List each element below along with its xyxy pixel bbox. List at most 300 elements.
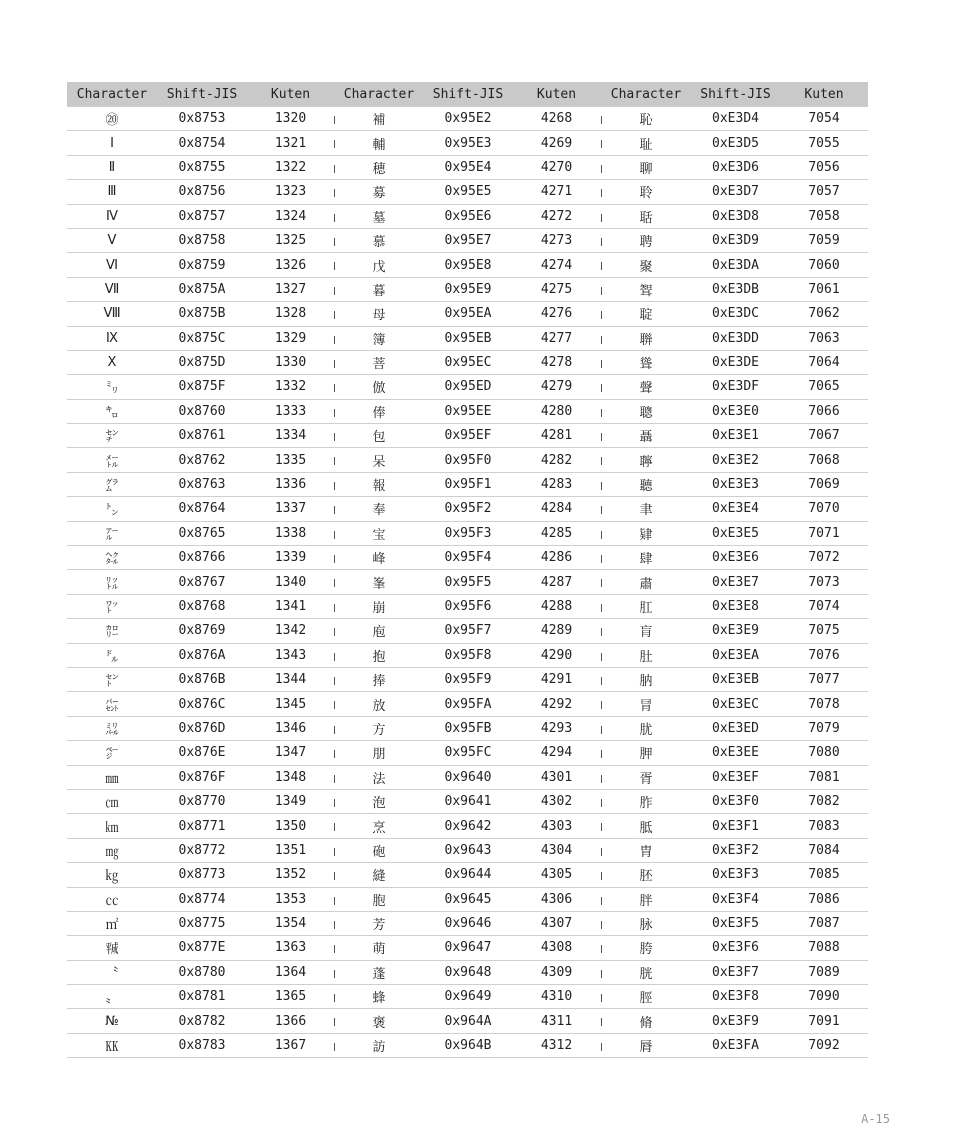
cell-shift-jis: 0xE3D8 [691,204,780,228]
cell-shift-jis: 0xE3E1 [691,424,780,448]
cell-character: Ⅱ [67,155,157,179]
cell-character: ㌻ [67,741,157,765]
cell-character: 聶 [601,424,691,448]
cell-character: 〝 [67,960,157,984]
cell-kuten: 4309 [512,960,601,984]
cell-character: 宝 [334,521,424,545]
cell-shift-jis: 0xE3E3 [691,472,780,496]
cell-kuten: 7078 [780,692,868,716]
cell-kuten: 1352 [247,863,334,887]
cell-kuten: 1366 [247,1009,334,1033]
table-row [67,594,868,618]
page-number: A-15 [861,1112,890,1126]
cell-kuten: 1363 [247,936,334,960]
cell-shift-jis: 0x8768 [157,594,247,618]
cell-kuten: 1337 [247,497,334,521]
cell-kuten: 7068 [780,448,868,472]
cell-kuten: 4302 [512,789,601,813]
cell-character: 肓 [601,619,691,643]
cell-kuten: 7076 [780,643,868,667]
col-header-character: Character [67,82,157,107]
header-row [67,82,868,107]
table-row [67,765,868,789]
cell-shift-jis: 0x95F5 [424,570,512,594]
cell-character: 肭 [601,667,691,691]
cell-character: 聨 [601,326,691,350]
cell-kuten: 7055 [780,131,868,155]
cell-kuten: 4291 [512,667,601,691]
cell-character: 耻 [601,131,691,155]
cell-shift-jis: 0x95E6 [424,204,512,228]
cell-character: 聟 [601,277,691,301]
cell-character: 菩 [334,350,424,374]
cell-shift-jis: 0x95E3 [424,131,512,155]
cell-kuten: 7081 [780,765,868,789]
cell-kuten: 7088 [780,936,868,960]
cell-character: ㌔ [67,399,157,423]
cell-character: ㌘ [67,472,157,496]
cell-shift-jis: 0x95E4 [424,155,512,179]
table-row [67,204,868,228]
table-row [67,570,868,594]
cell-kuten: 7073 [780,570,868,594]
cell-shift-jis: 0x9644 [424,863,512,887]
cell-character: 胞 [334,887,424,911]
cell-shift-jis: 0xE3F9 [691,1009,780,1033]
table-row [67,716,868,740]
cell-character: № [67,1009,157,1033]
col-header-shift-jis: Shift-JIS [691,82,780,107]
cell-character: 聒 [601,204,691,228]
cell-shift-jis: 0xE3D9 [691,228,780,252]
cell-kuten: 1345 [247,692,334,716]
cell-character: 〟 [67,985,157,1009]
cell-shift-jis: 0x9642 [424,814,512,838]
cell-kuten: 7056 [780,155,868,179]
cell-shift-jis: 0x8766 [157,546,247,570]
cell-character: 峰 [334,546,424,570]
cell-character: 脣 [601,1033,691,1057]
cell-kuten: 4278 [512,350,601,374]
cell-shift-jis: 0x8761 [157,424,247,448]
cell-character: 聆 [601,180,691,204]
cell-kuten: 1328 [247,302,334,326]
cell-shift-jis: 0x8783 [157,1033,247,1057]
cell-shift-jis: 0x8765 [157,521,247,545]
table-row [67,253,868,277]
cell-kuten: 4273 [512,228,601,252]
cell-shift-jis: 0x8753 [157,107,247,131]
cell-kuten: 4276 [512,302,601,326]
cell-shift-jis: 0xE3ED [691,716,780,740]
cell-kuten: 4310 [512,985,601,1009]
cell-kuten: 1327 [247,277,334,301]
cell-character: 聢 [601,302,691,326]
cell-shift-jis: 0x9641 [424,789,512,813]
cell-kuten: 1346 [247,716,334,740]
cell-kuten: 1341 [247,594,334,618]
cell-character: ㎝ [67,789,157,813]
table-row [67,107,868,131]
cell-character: 肚 [601,643,691,667]
col-header-character: Character [601,82,691,107]
cell-kuten: 4290 [512,643,601,667]
cell-shift-jis: 0xE3EB [691,667,780,691]
cell-kuten: 1333 [247,399,334,423]
cell-kuten: 4268 [512,107,601,131]
cell-character: 包 [334,424,424,448]
table-row [67,472,868,496]
cell-character: 聳 [601,350,691,374]
cell-shift-jis: 0xE3FA [691,1033,780,1057]
cell-kuten: 7065 [780,375,868,399]
cell-character: 峯 [334,570,424,594]
cell-character: 倣 [334,375,424,399]
cell-character: ㌃ [67,521,157,545]
cell-character: 補 [334,107,424,131]
cell-shift-jis: 0x95F6 [424,594,512,618]
cell-shift-jis: 0x8772 [157,838,247,862]
cell-character: 胛 [601,741,691,765]
cell-kuten: 7080 [780,741,868,765]
cell-shift-jis: 0xE3F2 [691,838,780,862]
cell-character: 抱 [334,643,424,667]
cell-character: ㌍ [67,619,157,643]
cell-shift-jis: 0xE3E0 [691,399,780,423]
cell-shift-jis: 0x8781 [157,985,247,1009]
cell-character: 胙 [601,789,691,813]
cell-character: ㎞ [67,814,157,838]
cell-kuten: 4303 [512,814,601,838]
cell-shift-jis: 0xE3E7 [691,570,780,594]
cell-character: ㌢ [67,424,157,448]
cell-kuten: 1342 [247,619,334,643]
cell-character: ㏄ [67,887,157,911]
cell-kuten: 7069 [780,472,868,496]
table-row [67,424,868,448]
cell-shift-jis: 0x964A [424,1009,512,1033]
cell-character: 胥 [601,765,691,789]
cell-shift-jis: 0x9649 [424,985,512,1009]
cell-shift-jis: 0x95FA [424,692,512,716]
cell-kuten: 1354 [247,911,334,935]
cell-kuten: 1329 [247,326,334,350]
cell-shift-jis: 0x8759 [157,253,247,277]
cell-kuten: 4287 [512,570,601,594]
cell-shift-jis: 0x95EB [424,326,512,350]
cell-kuten: 1330 [247,350,334,374]
cell-shift-jis: 0x8767 [157,570,247,594]
cell-character: 砲 [334,838,424,862]
cell-shift-jis: 0x95E5 [424,180,512,204]
cell-character: 泡 [334,789,424,813]
cell-character: 聚 [601,253,691,277]
cell-shift-jis: 0x95F1 [424,472,512,496]
cell-shift-jis: 0x8775 [157,911,247,935]
cell-character: 褒 [334,1009,424,1033]
cell-shift-jis: 0xE3E4 [691,497,780,521]
cell-character: 胱 [601,960,691,984]
cell-kuten: 4306 [512,887,601,911]
cell-kuten: 4277 [512,326,601,350]
cell-kuten: 7074 [780,594,868,618]
cell-kuten: 1336 [247,472,334,496]
table-row [67,399,868,423]
table-row [67,814,868,838]
cell-kuten: 1334 [247,424,334,448]
cell-kuten: 1332 [247,375,334,399]
cell-character: ㌫ [67,692,157,716]
cell-shift-jis: 0xE3F6 [691,936,780,960]
cell-shift-jis: 0xE3EE [691,741,780,765]
cell-character: ㌶ [67,546,157,570]
cell-character: 脛 [601,985,691,1009]
cell-kuten: 7067 [780,424,868,448]
cell-kuten: 4281 [512,424,601,448]
cell-kuten: 1347 [247,741,334,765]
cell-character: 胚 [601,863,691,887]
cell-kuten: 4272 [512,204,601,228]
cell-shift-jis: 0x9647 [424,936,512,960]
cell-character: 胝 [601,814,691,838]
cell-character: 冐 [601,692,691,716]
cell-character: 俸 [334,399,424,423]
character-code-table [67,82,868,1058]
cell-kuten: 4279 [512,375,601,399]
cell-shift-jis: 0x95E8 [424,253,512,277]
col-header-shift-jis: Shift-JIS [157,82,247,107]
cell-kuten: 7058 [780,204,868,228]
cell-character: 聿 [601,497,691,521]
cell-kuten: 7060 [780,253,868,277]
cell-kuten: 4304 [512,838,601,862]
cell-character: 庖 [334,619,424,643]
cell-character: 聲 [601,375,691,399]
cell-shift-jis: 0xE3D5 [691,131,780,155]
cell-shift-jis: 0x9640 [424,765,512,789]
cell-kuten: 1343 [247,643,334,667]
cell-kuten: 7085 [780,863,868,887]
cell-kuten: 1351 [247,838,334,862]
cell-character: 墓 [334,204,424,228]
cell-shift-jis: 0x95E9 [424,277,512,301]
cell-kuten: 7064 [780,350,868,374]
cell-character: Ⅲ [67,180,157,204]
cell-character: 肄 [601,521,691,545]
cell-kuten: 7084 [780,838,868,862]
cell-shift-jis: 0x875A [157,277,247,301]
cell-character: 胖 [601,887,691,911]
cell-kuten: 4292 [512,692,601,716]
table-row [67,1033,868,1057]
cell-shift-jis: 0x8755 [157,155,247,179]
cell-character: Ⅳ [67,204,157,228]
cell-shift-jis: 0x877E [157,936,247,960]
cell-kuten: 4284 [512,497,601,521]
cell-character: 恥 [601,107,691,131]
cell-shift-jis: 0x876C [157,692,247,716]
table-body [67,107,868,1058]
cell-character: Ⅷ [67,302,157,326]
cell-character: 戊 [334,253,424,277]
cell-character: 聽 [601,472,691,496]
cell-character: 慕 [334,228,424,252]
cell-kuten: 1323 [247,180,334,204]
table-row [67,131,868,155]
table-row [67,277,868,301]
cell-shift-jis: 0x95EE [424,399,512,423]
cell-character: 蜂 [334,985,424,1009]
table-row [67,326,868,350]
table-row [67,546,868,570]
cell-kuten: 1364 [247,960,334,984]
cell-shift-jis: 0x95F9 [424,667,512,691]
cell-kuten: 7057 [780,180,868,204]
cell-character: 訪 [334,1033,424,1057]
cell-shift-jis: 0xE3F4 [691,887,780,911]
cell-kuten: 7062 [780,302,868,326]
cell-character: 簿 [334,326,424,350]
cell-shift-jis: 0x875F [157,375,247,399]
cell-kuten: 1322 [247,155,334,179]
cell-shift-jis: 0x8771 [157,814,247,838]
cell-kuten: 7082 [780,789,868,813]
col-header-kuten: Kuten [780,82,868,107]
cell-shift-jis: 0x876E [157,741,247,765]
cell-shift-jis: 0x9648 [424,960,512,984]
cell-kuten: 7087 [780,911,868,935]
cell-kuten: 4282 [512,448,601,472]
col-header-character: Character [334,82,424,107]
cell-kuten: 4283 [512,472,601,496]
cell-character: 縫 [334,863,424,887]
cell-shift-jis: 0xE3EA [691,643,780,667]
cell-shift-jis: 0x95EF [424,424,512,448]
cell-shift-jis: 0xE3D6 [691,155,780,179]
cell-shift-jis: 0xE3F0 [691,789,780,813]
cell-kuten: 1350 [247,814,334,838]
cell-kuten: 4270 [512,155,601,179]
cell-character: Ⅸ [67,326,157,350]
cell-shift-jis: 0x95F3 [424,521,512,545]
cell-shift-jis: 0x8756 [157,180,247,204]
cell-shift-jis: 0xE3DE [691,350,780,374]
cell-shift-jis: 0x875C [157,326,247,350]
cell-kuten: 4307 [512,911,601,935]
cell-character: 暮 [334,277,424,301]
cell-kuten: 4286 [512,546,601,570]
cell-kuten: 1353 [247,887,334,911]
cell-character: 肬 [601,716,691,740]
cell-kuten: 4289 [512,619,601,643]
cell-character: 募 [334,180,424,204]
cell-character: 捧 [334,667,424,691]
cell-character: 奉 [334,497,424,521]
cell-character: 聊 [601,155,691,179]
table-row [67,692,868,716]
cell-character: ㎜ [67,765,157,789]
table-row [67,838,868,862]
cell-character: Ⅵ [67,253,157,277]
cell-character: 肆 [601,546,691,570]
cell-character: ⑳ [67,107,157,131]
cell-character: ㎡ [67,911,157,935]
cell-kuten: 4294 [512,741,601,765]
table-row [67,985,868,1009]
cell-character: 法 [334,765,424,789]
cell-shift-jis: 0x95ED [424,375,512,399]
cell-kuten: 1367 [247,1033,334,1057]
cell-character: ㍊ [67,716,157,740]
table-row [67,960,868,984]
cell-shift-jis: 0xE3F5 [691,911,780,935]
cell-kuten: 7063 [780,326,868,350]
cell-shift-jis: 0x95F8 [424,643,512,667]
cell-shift-jis: 0x8762 [157,448,247,472]
cell-kuten: 1335 [247,448,334,472]
cell-shift-jis: 0x9646 [424,911,512,935]
cell-shift-jis: 0x95F0 [424,448,512,472]
table-row [67,228,868,252]
cell-shift-jis: 0x9643 [424,838,512,862]
table-row [67,667,868,691]
cell-character: 芳 [334,911,424,935]
cell-kuten: 1326 [247,253,334,277]
table-row [67,155,868,179]
cell-kuten: 7083 [780,814,868,838]
cell-character: 肛 [601,594,691,618]
cell-kuten: 7092 [780,1033,868,1057]
cell-kuten: 1325 [247,228,334,252]
cell-character: 朋 [334,741,424,765]
cell-shift-jis: 0xE3F7 [691,960,780,984]
table-row [67,180,868,204]
cell-kuten: 7086 [780,887,868,911]
cell-shift-jis: 0x8773 [157,863,247,887]
cell-shift-jis: 0xE3F3 [691,863,780,887]
cell-character: 呆 [334,448,424,472]
cell-shift-jis: 0xE3F8 [691,985,780,1009]
cell-shift-jis: 0x876F [157,765,247,789]
cell-character: 方 [334,716,424,740]
cell-shift-jis: 0x8780 [157,960,247,984]
cell-shift-jis: 0x95E7 [424,228,512,252]
cell-shift-jis: 0x8782 [157,1009,247,1033]
cell-character: 胄 [601,838,691,862]
cell-kuten: 1348 [247,765,334,789]
cell-kuten: 1339 [247,546,334,570]
cell-character: 胯 [601,936,691,960]
cell-kuten: 7066 [780,399,868,423]
cell-shift-jis: 0x95F7 [424,619,512,643]
cell-kuten: 4271 [512,180,601,204]
col-header-kuten: Kuten [247,82,334,107]
cell-character: ㌧ [67,497,157,521]
table-row [67,350,868,374]
cell-character: 蓬 [334,960,424,984]
cell-shift-jis: 0xE3DF [691,375,780,399]
cell-character: 母 [334,302,424,326]
col-header-kuten: Kuten [512,82,601,107]
table-row [67,789,868,813]
cell-character: ㍻ [67,936,157,960]
cell-kuten: 4301 [512,765,601,789]
cell-character: 聘 [601,228,691,252]
cell-character: 輔 [334,131,424,155]
table-row [67,302,868,326]
cell-kuten: 7077 [780,667,868,691]
cell-shift-jis: 0xE3DA [691,253,780,277]
